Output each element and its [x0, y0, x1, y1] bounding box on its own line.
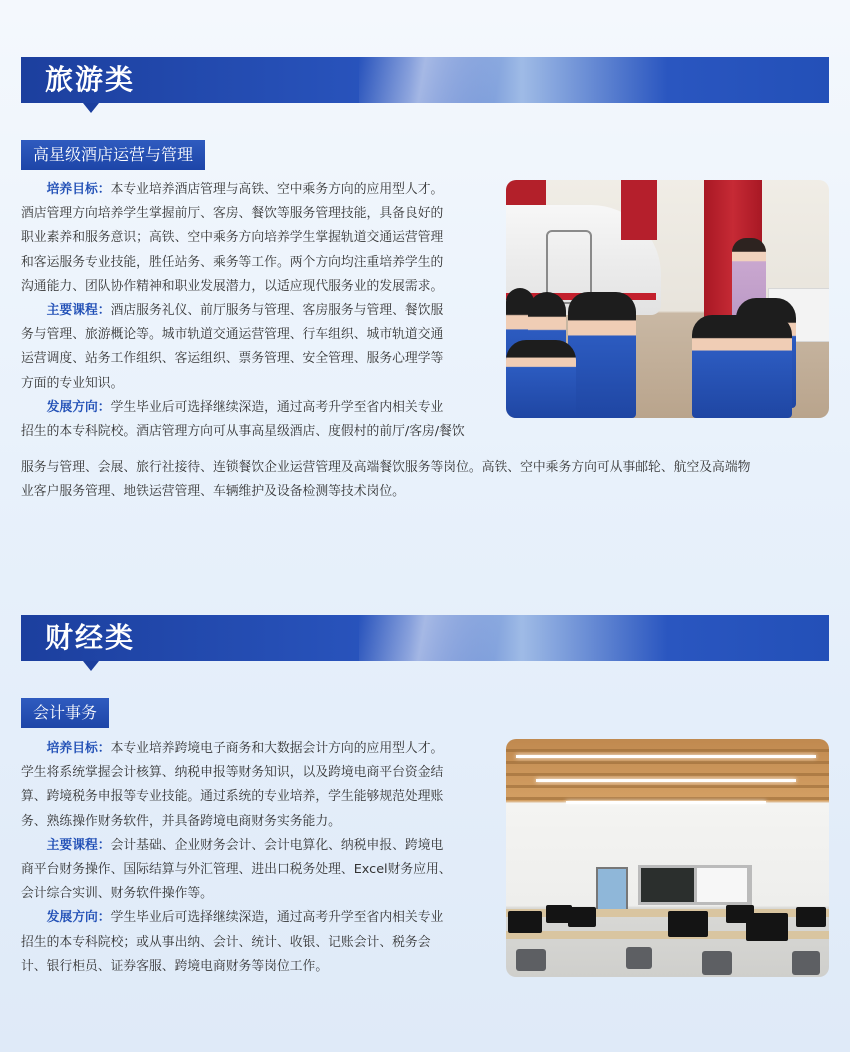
- tourism-career-continued: [21, 456, 829, 504]
- course-line: 酒店服务礼仪、前厅服务与管理、客房服务与管理、餐饮服: [110, 303, 444, 319]
- career-label: 发展方向：: [46, 399, 111, 415]
- career-line: 招生的本专科院校；或从事出纳、会计、统计、收银、记账会计、税务会: [21, 934, 431, 950]
- goal-line: 和客运服务专业技能，胜任站务、乘务等工作。两个方向均注重培养学生的: [21, 254, 444, 270]
- finance-computer-lab-photo: [506, 739, 829, 977]
- goal-label: 培养目标：: [46, 741, 111, 756]
- course-line: 会计综合实训、财务软件操作等。: [21, 886, 213, 902]
- goal-line: 本专业培养酒店管理与高铁、空中乘务方向的应用型人才。: [110, 182, 444, 197]
- section-banner-tourism: [21, 57, 829, 103]
- goal-line: 本专业培养跨境电子商务和大数据会计方向的应用型人才。: [110, 741, 444, 756]
- major-tag-accounting: 会计事务: [21, 698, 109, 728]
- career-label: 发展方向：: [46, 910, 111, 926]
- career-line: 服务与管理、会展、旅行社接待、连锁餐饮企业运营管理及高端餐饮服务等岗位。高铁、空中乘务方向可从事邮轮、航空及高端物: [21, 460, 751, 475]
- goal-label: 培养目标：: [46, 182, 111, 197]
- career-line: 学生毕业后可选择继续深造，通过高考升学至省内相关专业: [110, 910, 444, 926]
- course-line: 商平台财务操作、国际结算与外汇管理、进出口税务处理、Excel财务应用、: [21, 862, 452, 878]
- course-label: 主要课程：: [46, 303, 111, 319]
- career-line: 招生的本专科院校。酒店管理方向可从事高星级酒店、度假村的前厅/客房/餐饮: [21, 424, 465, 440]
- course-line: 务与管理、旅游概论等。城市轨道交通运营管理、行车组织、城市轨道交通: [21, 327, 444, 343]
- section-title: 财经类: [45, 621, 136, 654]
- section-banner-finance: [21, 615, 829, 661]
- career-line: 业客户服务管理、地铁运营管理、车辆维护及设备检测等技术岗位。: [21, 484, 405, 500]
- tourism-description: [21, 178, 501, 444]
- goal-line: 沟通能力、团队协作精神和职业发展潜力，以适应现代服务业的发展需求。: [21, 278, 444, 294]
- goal-line: 学生将系统掌握会计核算、纳税申报等财务知识，以及跨境电商平台资金结: [21, 765, 444, 781]
- section-title: 旅游类: [45, 63, 136, 96]
- course-line: 方面的专业知识。: [21, 375, 124, 391]
- goal-line: 算、跨境税务申报等专业技能。通过系统的专业培养，学生能够规范处理账: [21, 789, 444, 805]
- goal-line: 酒店管理方向培养学生掌握前厅、客房、餐饮等服务管理技能，具备良好的: [21, 206, 444, 222]
- course-label: 主要课程：: [46, 837, 111, 853]
- goal-line: 务、熟练操作财务软件，并具备跨境电商财务实务能力。: [21, 813, 341, 829]
- course-line: 运营调度、站务工作组织、客运组织、票务管理、安全管理、服务心理学等: [21, 351, 444, 367]
- goal-line: 职业素养和服务意识；高铁、空中乘务方向培养学生掌握轨道交通运营管理: [21, 230, 444, 246]
- major-tag-hotel: 高星级酒店运营与管理: [21, 140, 205, 170]
- tourism-classroom-photo: [506, 180, 829, 418]
- career-line: 学生毕业后可选择继续深造，通过高考升学至省内相关专业: [110, 399, 444, 415]
- course-line: 会计基础、企业财务会计、会计电算化、纳税申报、跨境电: [110, 837, 444, 853]
- finance-description: [21, 737, 501, 979]
- career-line: 计、银行柜员、证券客服、跨境电商财务等岗位工作。: [21, 958, 329, 974]
